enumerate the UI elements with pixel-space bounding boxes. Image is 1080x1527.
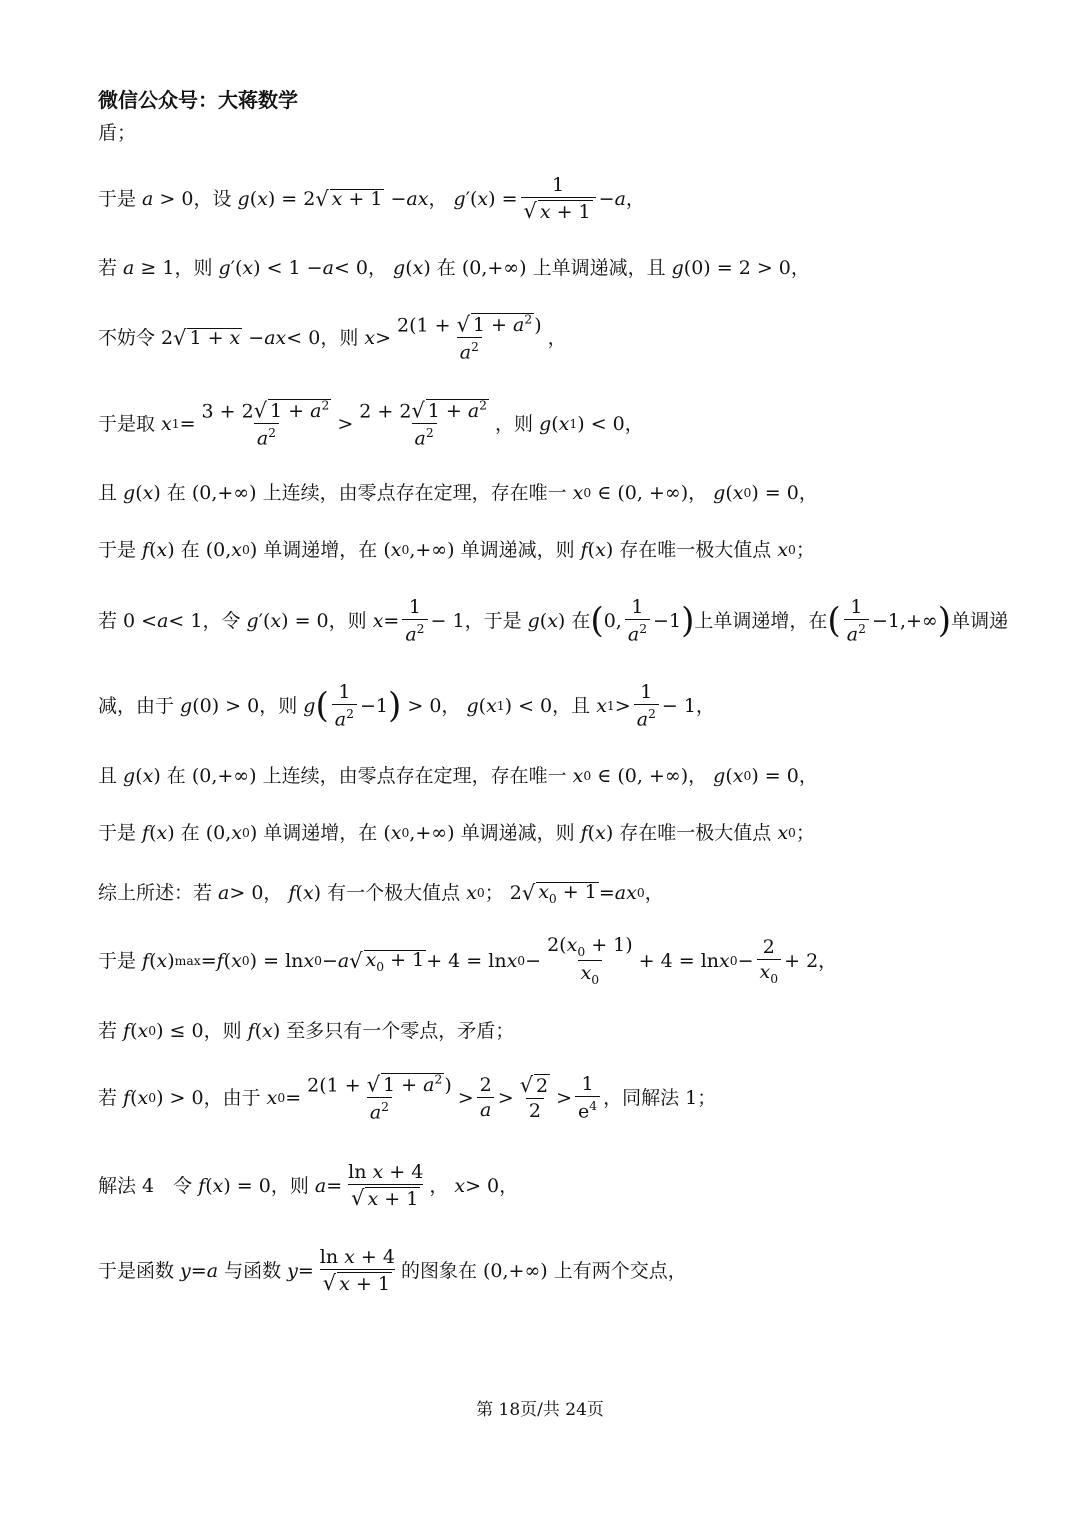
formula-line: 于是 f ( x ) 在 (0, x 0 ) 单调递增，在 ( x 0 ,+∞) 单调递减，则 f ( x ) 存在唯一极大值点 x 0 ； xyxy=(98,822,815,844)
formula-line: 且 g ( x ) 在 (0,+∞) 上连续，由零点存在定理，存在唯一 x 0 ∈ (0, +∞)， g ( x 0 ) = 0， xyxy=(98,765,818,787)
page-number: 第 18页/共 24页 xyxy=(476,1400,604,1420)
formula-line: 于是函数 y = a 与函数 y = $\frac{\text{ln x + 4}}{√ x + 1}$ 的图象在 (0,+∞) 上有两个交点， xyxy=(98,1246,687,1295)
formula-line: 解法 4 令 f ( x ) = 0，则 a = $\frac{\text{ln x + 4}}{√ x + 1}$ ， x > 0， xyxy=(98,1161,519,1210)
page-header: 微信公众号：大蒋数学 xyxy=(98,88,298,112)
formula-line: 综上所述：若 a > 0， f ( x ) 有一个极大值点 x 0 ； 2 √ $x_0 + 1$ = ax 0 ， xyxy=(98,881,664,906)
formula-line: 若 a ≥ 1，则 g ′( x ) < 1 − a < 0， g ( x ) 在 (0,+∞) 上单调递减，且 g (0) = 2 > 0， xyxy=(98,257,810,279)
formula-line: 若 f ( x 0 ) ≤ 0，则 f ( x ) 至多只有一个零点，矛盾； xyxy=(98,1020,515,1042)
formula-line: 于是 a > 0，设 g ( x ) = 2 √ x + 1 − ax ， g ′( x ) = $\frac{1}{√ x + 1}$ − a ， xyxy=(98,174,645,223)
formula-line: 不妨令 2 √ 1 + x − ax < 0，则 x > $\frac{2(1 + √ 1 + a^2 )}{a^2}$ ， xyxy=(98,312,567,364)
formula-line: 若 0 < a < 1，令 g ′( x ) = 0，则 x = $\frac{1}{a^2}$ − 1，于是 g ( x ) 在 ( 0, $\frac{1}{a^2}$ −1 ) 上单调递增，在 ( $\frac{1}{a^2}$ −1,+∞ ) 单调递 xyxy=(98,596,1009,646)
formula-line: 于是取 x 1 = $\frac{3 + 2√ 1 + a^2}{a^2}$ > $\frac{2 + 2√ 1 + a^2}{a^2}$ ，则 g ( x 1 ) < 0， xyxy=(98,398,644,450)
text-line: 盾； xyxy=(98,122,137,144)
formula-line: 于是 f ( x ) 在 (0, x 0 ) 单调递增，在 ( x 0 ,+∞) 单调递减，则 f ( x ) 存在唯一极大值点 x 0 ； xyxy=(98,539,815,561)
formula-line: 减，由于 g (0) > 0，则 g ( $\frac{1}{a^2}$ −1 ) > 0， g ( x 1 ) < 0，且 x 1 > $\frac{1}{a^2}$ − 1， xyxy=(98,681,715,731)
formula-line: 若 f ( x 0 ) > 0，由于 x 0 = $\frac{2(1 + √ 1 + a^2 )}{a^2}$ > $\frac{2}{a}$ > $\frac{√ 2}{2}$ > $\frac{1}{e^4}$ ，同解法 1； xyxy=(98,1072,717,1124)
formula-line: 且 g ( x ) 在 (0,+∞) 上连续，由零点存在定理，存在唯一 x 0 ∈ (0, +∞)， g ( x 0 ) = 0， xyxy=(98,482,818,504)
formula-line: 于是 f ( x ) max = f ( x 0 ) = ln x 0 − a √ $x_0 + 1$ + 4 = ln x 0 − $\frac{2(x_0 + 1)}{x_0}$ + 4 = ln x 0 − $\frac{2}{x_0}$ + 2， xyxy=(98,934,838,987)
